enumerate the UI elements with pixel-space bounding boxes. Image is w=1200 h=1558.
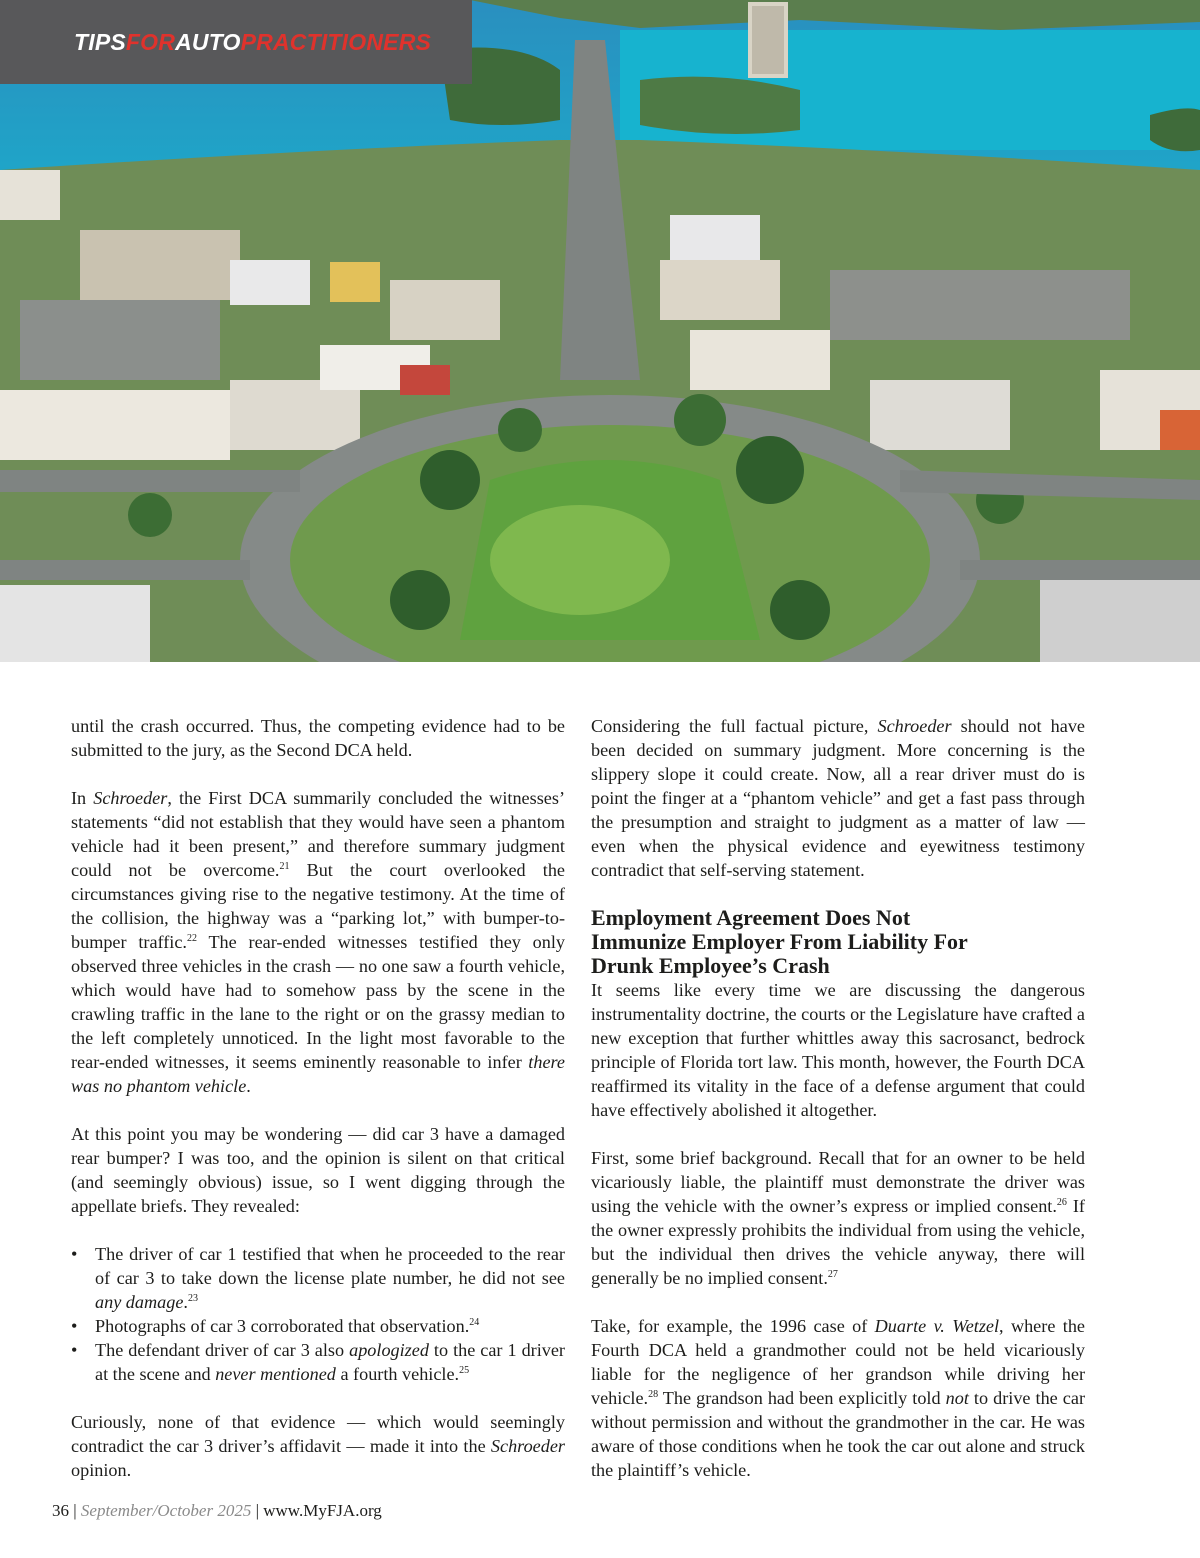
text-run: . bbox=[183, 1292, 188, 1312]
text-run: The driver of car 1 testified that when he proceeded to the rear of car 3 to take down the license plate number, he did not see bbox=[95, 1244, 565, 1288]
footnote-ref: 22 bbox=[186, 933, 197, 944]
banner-part-for: FOR bbox=[125, 28, 176, 55]
left-column bbox=[71, 714, 565, 1482]
footnote-ref: 25 bbox=[459, 1365, 470, 1376]
right-paragraph-3 bbox=[591, 1146, 1085, 1290]
right-column bbox=[591, 714, 1085, 1482]
left-paragraph-3: At this point you may be wondering — did car 3 have a damaged rear bumper? I was too, and the opinion is silent on that critical (and seemingly obvious) issue, so I went digging through the appellate briefs. They revealed: bbox=[71, 1124, 565, 1216]
footer-separator: | bbox=[251, 1501, 264, 1520]
footnote-ref: 23 bbox=[187, 1293, 198, 1304]
text-run: In bbox=[71, 788, 94, 808]
text-run: should not have been decided on summary judgment. More concerning is the slippery slope it could create. Now, all a rear driver must do is point the finger at a “phantom vehicle” and get a fast pass through the presumption and straight to judgment as a matter of law — even when the physical evidence and eyewitness testimony contradict that self-serving statement. bbox=[591, 716, 1085, 880]
case-name: Schroeder bbox=[877, 716, 952, 736]
text-run: to the car 1 driver at the scene and bbox=[95, 1340, 565, 1384]
bullet-icon: • bbox=[71, 1316, 78, 1336]
banner-part-tips: TIPS bbox=[74, 28, 126, 55]
case-name: Duarte v. Wetzel bbox=[874, 1316, 1000, 1336]
issue-date: September/October 2025 bbox=[80, 1501, 252, 1520]
heading-line: Employment Agreement Does Not bbox=[591, 905, 911, 930]
left-paragraph-4 bbox=[71, 1410, 565, 1482]
footer-separator: | bbox=[69, 1501, 81, 1520]
right-paragraph-4 bbox=[591, 1314, 1085, 1482]
page-number: 36 bbox=[52, 1501, 69, 1520]
banner-part-auto: AUTO bbox=[175, 28, 241, 55]
section-banner bbox=[0, 0, 472, 84]
text-run: Curiously, none of that evidence — which would seemingly contradict the car 3 driver’s affidavit — made it into the bbox=[71, 1412, 565, 1456]
heading-line: Drunk Employee’s Crash bbox=[591, 953, 830, 978]
case-name: Schroeder bbox=[93, 788, 168, 808]
section-heading bbox=[591, 906, 1085, 978]
aerial-town-photo bbox=[0, 0, 1200, 662]
text-run: But the court overlooked the circumstances giving rise to the negative testimony. At the time of the collision, the highway was a “parking lot,” with bumper-to-bumper traffic. bbox=[71, 860, 565, 952]
banner-part-practitioners: PRACTITIONERS bbox=[240, 28, 432, 55]
text-run: If the owner expressly prohibits the individual from using the vehicle, but the individual then drives the vehicle anyway, there will generally be no implied consent. bbox=[591, 1196, 1085, 1288]
text-run: , the First DCA summarily concluded the witnesses’ statements “did not establish that they would have seen a phantom vehicle had it been present,” and therefore summary judgment could not be overcome. bbox=[71, 788, 565, 880]
text-run: opinion. bbox=[71, 1460, 132, 1480]
page-footer bbox=[52, 1500, 382, 1522]
list-item bbox=[71, 1314, 565, 1338]
right-paragraph-1 bbox=[591, 714, 1085, 882]
text-run: The rear-ended witnesses testified they only observed three vehicles in the crash — no one saw a fourth vehicle, which would have had to somehow pass by the scene in the crawling traffic in the lane to the right or on the grassy median to the left completely unnoticed. In the light most favorable to the rear-ended witnesses, it seems eminently reasonable to infer bbox=[71, 932, 565, 1072]
bullet-icon: • bbox=[71, 1340, 78, 1360]
footnote-ref: 27 bbox=[827, 1269, 838, 1280]
text-run: Photographs of car 3 corroborated that observation. bbox=[95, 1316, 470, 1336]
text-run: a fourth vehicle. bbox=[335, 1364, 460, 1384]
text-run: First, some brief background. Recall that for an owner to be held vicariously liable, the plaintiff must demonstrate the driver was using the vehicle with the owner’s express or implied consent. bbox=[591, 1148, 1085, 1216]
text-run: Considering the full factual picture, bbox=[591, 716, 878, 736]
text-run: . bbox=[246, 1076, 251, 1096]
left-paragraph-1: until the crash occurred. Thus, the competing evidence had to be submitted to the jury, as the Second DCA held. bbox=[71, 716, 565, 760]
text-run: to drive the car without permission and without the grandmother in the car. He was aware of those conditions when he took the car out alone and struck the plaintiff’s vehicle. bbox=[591, 1388, 1086, 1480]
case-name: Schroeder bbox=[490, 1436, 565, 1456]
text-run: The defendant driver of car 3 also bbox=[95, 1340, 350, 1360]
text-run: The grandson had been explicitly told bbox=[658, 1388, 946, 1408]
list-item bbox=[71, 1242, 565, 1314]
emphasis: not bbox=[945, 1388, 969, 1408]
footnote-ref: 26 bbox=[1056, 1197, 1067, 1208]
text-run: , where the Fourth DCA held a grandmother could not be held vicariously liable for the negligence of her grandson while driving her vehicle. bbox=[591, 1316, 1085, 1408]
evidence-list bbox=[71, 1242, 565, 1386]
text-run: Take, for example, the 1996 case of bbox=[591, 1316, 875, 1336]
hero-photo bbox=[0, 0, 1200, 662]
heading-line: Immunize Employer From Liability For bbox=[591, 929, 968, 954]
left-paragraph-2 bbox=[71, 786, 565, 1098]
website-link[interactable]: www.MyFJA.org bbox=[263, 1501, 382, 1520]
list-item bbox=[71, 1338, 565, 1386]
emphasis: never mentioned bbox=[215, 1364, 336, 1384]
emphasis: there was no phantom vehicle bbox=[71, 1052, 565, 1096]
footnote-ref: 21 bbox=[279, 861, 290, 872]
right-paragraph-2: It seems like every time we are discussing the dangerous instrumentality doctrine, the courts or the Legislature have crafted a new exception that further whittles away this sacrosanct, bedrock principle of Florida tort law. This month, however, the Fourth DCA reaffirmed its vitality in the face of a defense argument that could have effectively abolished it altogether. bbox=[591, 980, 1085, 1120]
bullet-icon: • bbox=[71, 1244, 78, 1264]
emphasis: apologized bbox=[349, 1340, 429, 1360]
footnote-ref: 24 bbox=[469, 1317, 480, 1328]
emphasis: any damage bbox=[95, 1292, 184, 1312]
footnote-ref: 28 bbox=[648, 1389, 659, 1400]
